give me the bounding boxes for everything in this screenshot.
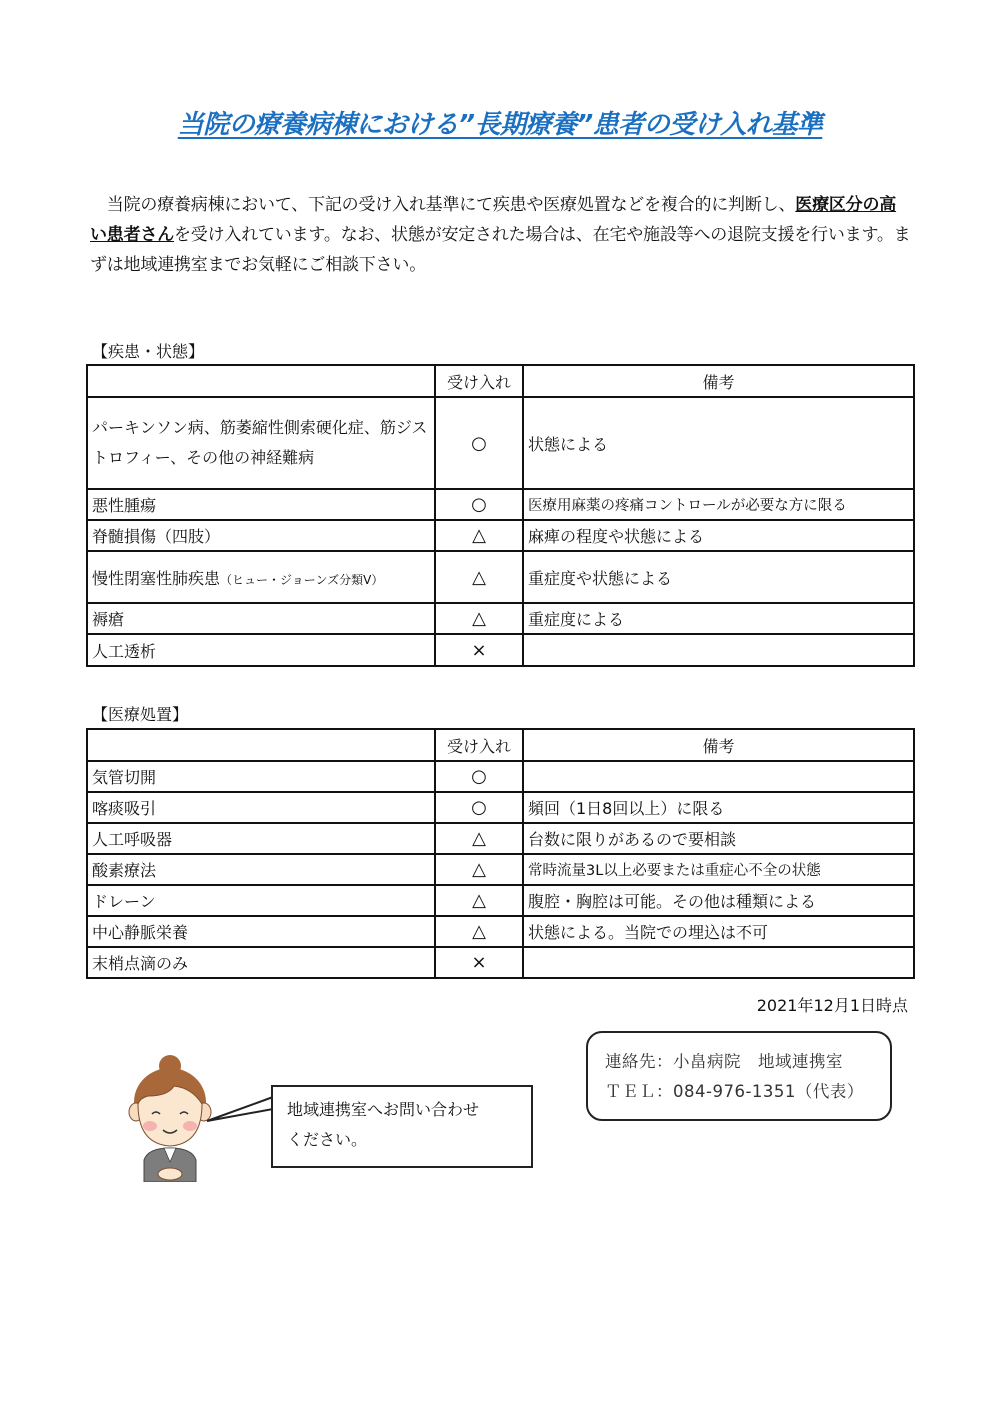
table-row bbox=[87, 916, 914, 947]
row-note: 麻痺の程度や状態による bbox=[523, 520, 914, 551]
speech-line-2: ください。 bbox=[287, 1130, 368, 1149]
table-row bbox=[87, 603, 914, 634]
row-item: 悪性腫瘍 bbox=[87, 489, 435, 520]
row-item: 末梢点滴のみ bbox=[87, 947, 435, 978]
row-acceptance: ○ bbox=[435, 761, 523, 792]
row-item: 慢性閉塞性肺疾患 bbox=[92, 568, 221, 588]
header-item bbox=[87, 729, 435, 761]
intro-emphasis: 医療区分の高い患者さん bbox=[90, 195, 897, 245]
table-header-row bbox=[87, 365, 914, 397]
table-row bbox=[87, 551, 914, 603]
row-note: 腹腔・胸腔は可能。その他は種類による bbox=[523, 885, 914, 916]
table-row bbox=[87, 854, 914, 885]
row-acceptance: △ bbox=[435, 551, 523, 603]
row-item: ドレーン bbox=[87, 885, 435, 916]
procedures-table bbox=[86, 728, 915, 979]
row-item-cell bbox=[87, 551, 435, 603]
contact-line-1: 連絡先：小畠病院 地域連携室 bbox=[605, 1052, 843, 1071]
row-item: 褥瘡 bbox=[87, 603, 435, 634]
conditions-section-label: 【疾患・状態】 bbox=[92, 342, 205, 361]
row-note: 状態による bbox=[523, 397, 914, 489]
row-note bbox=[523, 761, 914, 792]
row-item: 喀痰吸引 bbox=[87, 792, 435, 823]
table-header-row bbox=[87, 729, 914, 761]
row-acceptance: × bbox=[435, 947, 523, 978]
table-row bbox=[87, 947, 914, 978]
row-note: 状態による。当院での埋込は不可 bbox=[523, 916, 914, 947]
table-row bbox=[87, 823, 914, 854]
row-item-suffix: （ヒュー・ジョーンズ分類Ⅴ） bbox=[220, 572, 384, 587]
header-note: 備考 bbox=[523, 729, 914, 761]
procedures-section-label: 【医療処置】 bbox=[92, 705, 189, 724]
row-acceptance: △ bbox=[435, 520, 523, 551]
table-row bbox=[87, 397, 914, 489]
row-item: 中心静脈栄養 bbox=[87, 916, 435, 947]
row-acceptance: ○ bbox=[435, 792, 523, 823]
row-note bbox=[523, 634, 914, 666]
table-row bbox=[87, 489, 914, 520]
row-acceptance: △ bbox=[435, 823, 523, 854]
header-note: 備考 bbox=[523, 365, 914, 397]
table-row bbox=[87, 520, 914, 551]
row-note: 頻回（1日8回以上）に限る bbox=[523, 792, 914, 823]
row-item: 酸素療法 bbox=[87, 854, 435, 885]
row-item: 人工呼吸器 bbox=[87, 823, 435, 854]
row-acceptance: △ bbox=[435, 916, 523, 947]
table-row bbox=[87, 885, 914, 916]
row-item: 脊髄損傷（四肢） bbox=[87, 520, 435, 551]
row-note: 台数に限りがあるので要相談 bbox=[523, 823, 914, 854]
speech-bubble bbox=[271, 1085, 533, 1168]
row-acceptance: × bbox=[435, 634, 523, 666]
intro-text-2: を受け入れています。なお、状態が安定された場合は、在宅や施設等への退院支援を行います。まずは地域連携室までお気軽にご相談下さい。 bbox=[90, 225, 911, 275]
row-note: 重症度による bbox=[523, 603, 914, 634]
table-row bbox=[87, 792, 914, 823]
conditions-table bbox=[86, 364, 915, 667]
row-note: 重症度や状態による bbox=[523, 551, 914, 603]
row-acceptance: △ bbox=[435, 603, 523, 634]
contact-box bbox=[586, 1031, 892, 1121]
row-item: パーキンソン病、筋萎縮性側索硬化症、筋ジストロフィー、その他の神経難病 bbox=[87, 397, 435, 489]
row-acceptance: △ bbox=[435, 885, 523, 916]
row-note: 常時流量3L以上必要または重症心不全の状態 bbox=[523, 854, 914, 885]
page-title: 当院の療養病棟における”長期療養”患者の受け入れ基準 bbox=[177, 110, 823, 140]
row-item: 気管切開 bbox=[87, 761, 435, 792]
as-of-date: 2021年12月1日時点 bbox=[756, 996, 908, 1015]
speech-line-1: 地域連携室へお問い合わせ bbox=[287, 1100, 480, 1119]
header-acceptance: 受け入れ bbox=[435, 729, 523, 761]
row-item: 人工透析 bbox=[87, 634, 435, 666]
row-acceptance: △ bbox=[435, 854, 523, 885]
row-acceptance: ○ bbox=[435, 489, 523, 520]
speech-bubble-tail-icon bbox=[205, 1085, 275, 1125]
row-note: 医療用麻薬の疼痛コントロールが必要な方に限る bbox=[523, 489, 914, 520]
intro-text-1: 当院の療養病棟において、下記の受け入れ基準にて疾患や医療処置などを複合的に判断し、 bbox=[90, 195, 796, 215]
row-acceptance: ○ bbox=[435, 397, 523, 489]
header-item bbox=[87, 365, 435, 397]
table-row bbox=[87, 761, 914, 792]
table-row bbox=[87, 634, 914, 666]
row-note bbox=[523, 947, 914, 978]
intro-paragraph bbox=[90, 190, 912, 280]
header-acceptance: 受け入れ bbox=[435, 365, 523, 397]
contact-phone: ＴＥＬ：084-976-1351（代表） bbox=[605, 1082, 864, 1101]
